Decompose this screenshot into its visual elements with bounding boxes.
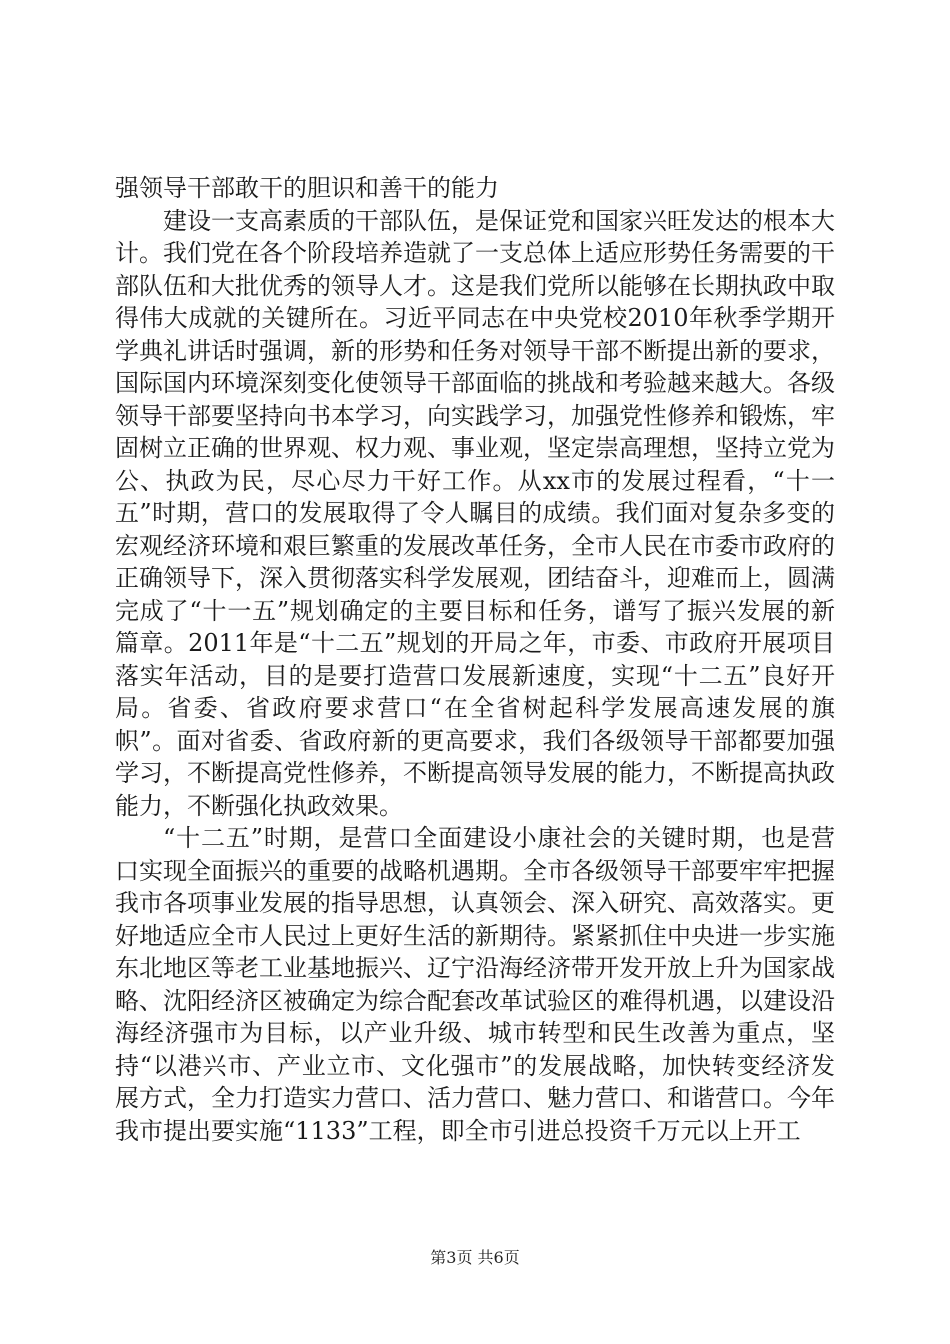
paragraph-3: “十二五”时期，是营口全面建设小康社会的关键时期，也是营口实现全面振兴的重要的战略机遇期。全市各级领导干部要牢牢把握我市各项事业发展的指导思想，认真领会、深入研究、高效落实。更好地适应全市人民过上更好生活的新期待。紧紧抓住中央进一步实施东北地区等老工业基地振兴、辽宁沿海经济带开发开放上升为国家战略、沈阳经济区被确定为综合配套改革试验区的难得机遇，以建设沿海经济强市为目标，以产业升级、城市转型和民生改善为重点，坚持“以港兴市、产业立市、文化强市”的发展战略，加快转变经济发展方式，全力打造实力营口、活力营口、魅力营口、和谐营口。今年我市提出要实施“1133”工程，即全市引进总投资千万元以上开工: [115, 824, 835, 1145]
document-body: [115, 172, 835, 1147]
paragraph-2: 建设一支高素质的干部队伍，是保证党和国家兴旺发达的根本大计。我们党在各个阶段培养造就了一支总体上适应形势任务需要的干部队伍和大批优秀的领导人才。这是我们党所以能够在长期执政中取得伟大成就的关键所在。习近平同志在中央党校2010年秋季学期开学典礼讲话时强调，新的形势和任务对领导干部不断提出新的要求，国际国内环境深刻变化使领导干部面临的挑战和考验越来越大。各级领导干部要坚持向书本学习，向实践学习，加强党性修养和锻炼，牢固树立正确的世界观、权力观、事业观，坚定崇高理想，坚持立党为公、执政为民，尽心尽力干好工作。从xx市的发展过程看，“十一五”时期，营口的发展取得了令人瞩目的成绩。我们面对复杂多变的宏观经济环境和艰巨繁重的发展改革任务，全市人民在市委市政府的正确领导下，深入贯彻落实科学发展观，团结奋斗，迎难而上，圆满完成了“十一五”规划确定的主要目标和任务，谱写了振兴发展的新篇章。2011年是“十二五”规划的开局之年，市委、市政府开展项目落实年活动，目的是要打造营口发展新速度，实现“十二五”良好开局。省委、省政府要求营口“在全省树起科学发展高速发展的旗帜”。面对省委、省政府新的更高要求，我们各级领导干部都要加强学习，不断提高党性修养，不断提高领导发展的能力，不断提高执政能力，不断强化执政效果。: [115, 206, 835, 820]
paragraph-1: 强领导干部敢干的胆识和善干的能力: [115, 174, 499, 202]
page-number-footer: 第3页 共6页: [430, 1248, 520, 1267]
